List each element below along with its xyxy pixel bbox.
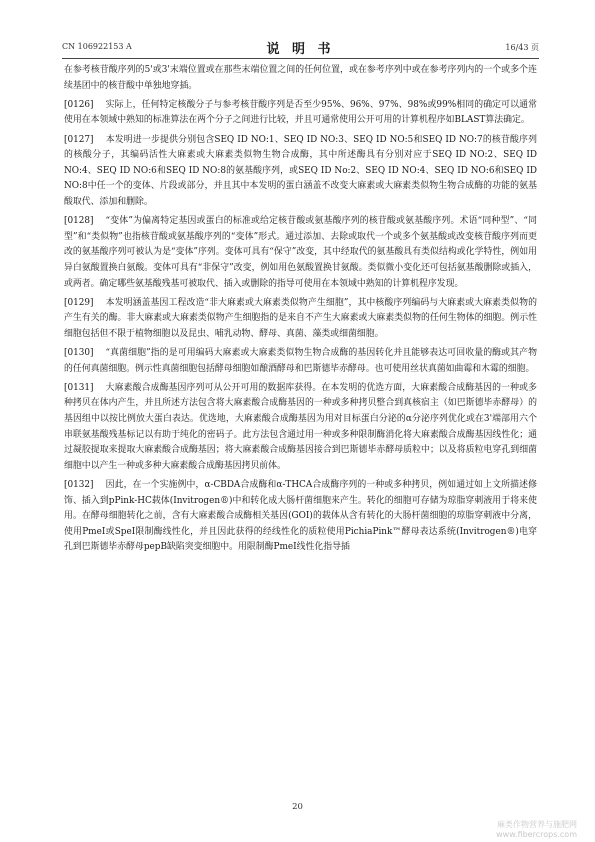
paragraph-0127 <box>64 133 537 211</box>
paragraph-text: 本发明涵盖基因工程改造“非大麻素或大麻素类似物产生细胞”，其中核酸序列编码与大麻素或大麻素类似物的产生有关的酶。非大麻素或大麻素类似物产生细胞指的是来自不产生大麻素或大麻素类似物的任何生物体的细胞。例示性细胞包括但不限于植物细胞以及昆虫、哺乳动物、酵母、真菌、藻类或细菌细胞。 <box>64 297 537 339</box>
watermark-url: www.fibercrops.com <box>496 830 577 839</box>
paragraph-text: “变体”为偏离特定基因或蛋白的标准或给定核苷酸或氨基酸序列的核苷酸或氨基酸序列。术语“同种型”、“同型”和“类似物”也指核苷酸或氨基酸序列的“变体”形式。通过添加、去除或取代一个或多个氨基酸或改变核苷酸序列而更改的氨基酸序列可被认为是“变体”序列。变体可具有“保守”改变，其中经取代的氨基酸具有类似结构或化学特性，例如用异白氨酸置换白氨酸。变体可具有“非保守”改变，例如用色氨酸置换甘氨酸。类似微小变化还可包括氨基酸删除或插入，或两者。确定哪些氨基酸残基可被取代、插入或删除的指导可使用在本领域中熟知的计算机程序发现。 <box>64 216 537 289</box>
watermark-title: 麻类作物营养与施肥网 <box>497 820 577 829</box>
page-number: 20 <box>292 802 303 812</box>
paragraph-number: [0128] <box>64 216 94 227</box>
paragraph-continuation <box>64 63 537 94</box>
paragraph-number: [0127] <box>64 134 94 145</box>
paragraph-number: [0126] <box>64 99 94 110</box>
page-count: 16/43 页 <box>505 43 539 52</box>
paragraph-0128 <box>64 214 537 292</box>
paragraph-number: [0131] <box>64 382 94 393</box>
paragraph-text: “真菌细胞”指的是可用编码大麻素或大麻素类似物生物合成酶的基因转化并且能够表达可回收量的酶或其产物的任何真菌细胞。例示性真菌细胞包括酵母细胞如酿酒酵母和巴斯德毕赤酵母。也可使用丝状真菌如曲霉和木霉的细胞。 <box>64 348 537 374</box>
paragraph-0126 <box>64 98 537 129</box>
paragraph-text: 实际上，任何特定核酸分子与参考核苷酸序列是否至少95%、96%、97%、98%或99%相同的确定可以通常使用在本领域中熟知的标准算法在两个分子之间进行比较，并且可通常使用公开可用的计算机程序如BLAST算法确定。 <box>64 99 537 126</box>
paragraph-text: 在参考核苷酸序列的5'或3'末端位置或在那些末端位置之间的任何位置，或在参考序列中或在参考序列内的一个或多个连续基团中的核苷酸中单独地穿插。 <box>64 65 537 91</box>
watermark <box>496 820 577 840</box>
patent-number: CN 106922153 A <box>62 42 132 51</box>
paragraph-0131 <box>64 381 537 475</box>
paragraph-number: [0132] <box>64 480 94 490</box>
document-body <box>64 63 537 556</box>
page-header <box>62 38 539 56</box>
paragraph-text: 大麻素酸合成酶基因序列可从公开可用的数据库获得。在本发明的优选方面，大麻素酸合成酶基因的一种或多种拷贝在体内产生，并且所述方法包含将大麻素酸合成酶基因的一种或多种拷贝整合到真核宿主（如巴斯德毕赤酵母）的基因组中以按比例放大蛋白表达。优选地，大麻素酸合成酶基因为用对目标蛋白分泌的α分泌序列优化或在3'端部用六个串联氨基酸残基标记以有助于纯化的密码子。此方法包含通过用一种或多种限制酶消化将大麻素酸合成酶基因线性化；通过凝胶提取来提取大麻素酸合成酶基因；将大麻素酸合成酶基因接合到巴斯德毕赤酵母质粒中；以及将质粒电穿孔到细菌细胞中以产生一种或多种大麻素酸合成酶基因拷贝前体。 <box>64 382 537 471</box>
paragraph-number: [0129] <box>64 297 94 308</box>
paragraph-text: 因此，在一个实施例中，α-CBDA合成酶和α-THCA合成酶序列的一种或多种拷贝，例如通过如上文所描述修饰、插入到pPink-HC载体(Invitrogen®)中和转化成大肠杆菌细胞来产生。转化的细胞可存储为琼脂穿刺液用于将来使用。在酵母细胞转化之前，含有大麻素酸合成酶相关基因(GOI)的载体从含有转化的大肠杆菌细胞的琼脂穿刺液中分离，使用PmeI或SpeI限制酶线性化，并且因此获得的经线性化的质粒使用PichiaPink™酵母表达系统(Invitrogen®)电穿孔到巴斯德毕赤酵母pepB缺陷突变细胞中。用限制酶PmeI线性化指导插 <box>64 480 537 553</box>
header-rule <box>62 58 539 59</box>
paragraph-0130 <box>64 346 537 377</box>
paragraph-0132 <box>64 478 537 556</box>
document-title: 说 明 书 <box>266 42 335 57</box>
paragraph-text: 本发明进一步提供分别包含SEQ ID NO:1、SEQ ID NO:3、SEQ ID NO:5和SEQ ID NO:7的核苷酸序列的核酸分子，其编码活性大麻素或大麻素类似物生物合成酶，其中所述酶具有分别对应于SEQ ID NO:2、SEQ ID NO:4、SEQ ID NO:6和SEQ ID NO:8的氨基酸序列，或SEQ ID No:2、SEQ ID NO:4、SEQ ID NO:6和SEQ ID NO:8中任一个的变体、片段或部分，并且其中本发明的蛋白涵盖不改变大麻素或大麻素类似物生物合成酶的功能的氨基酸取代、添加和删除。 <box>64 134 537 207</box>
paragraph-0129 <box>64 296 537 343</box>
paragraph-number: [0130] <box>64 348 94 359</box>
